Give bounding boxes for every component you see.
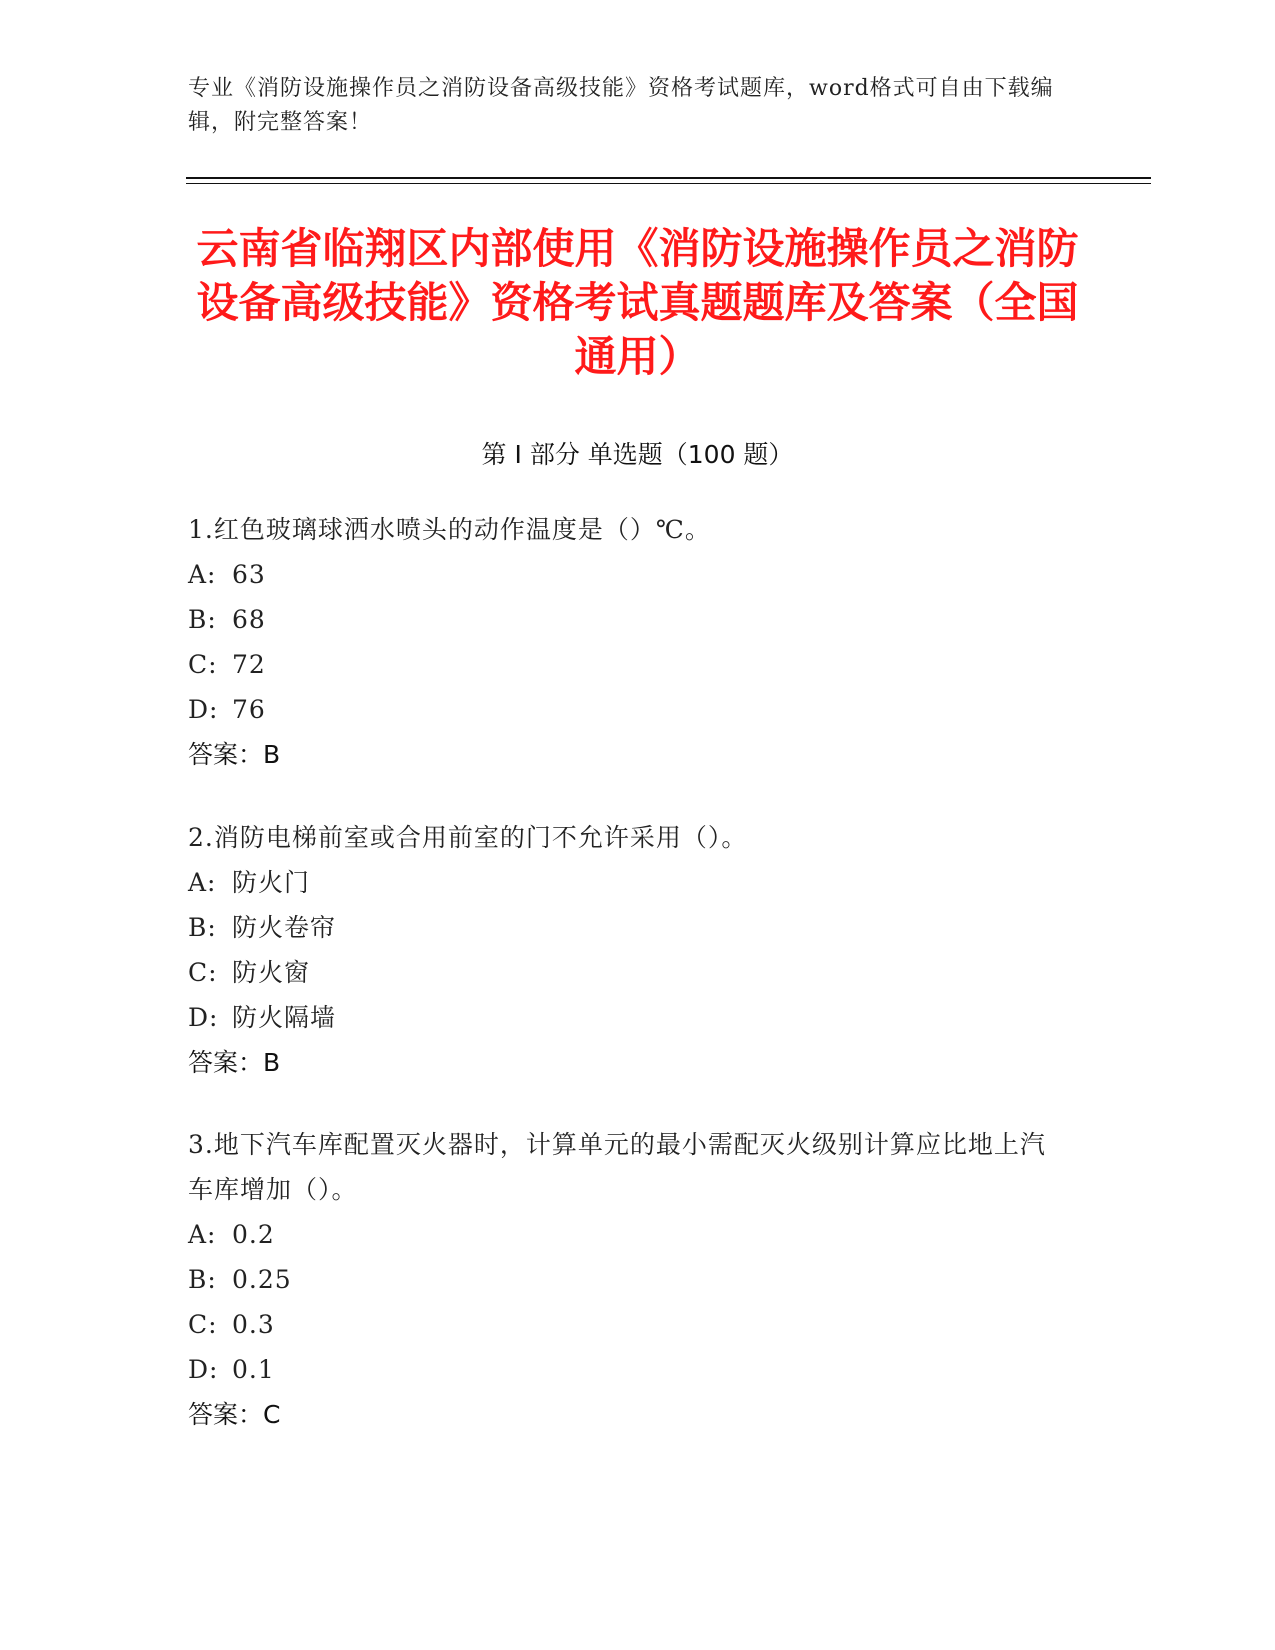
question-stem: 2.消防电梯前室或合用前室的门不允许采用（）。: [188, 823, 748, 852]
option-text: 0.2: [232, 1220, 275, 1249]
question-2: [188, 815, 1068, 1085]
option-text: 防火隔墙: [232, 1003, 337, 1032]
option-text: 0.3: [232, 1310, 275, 1339]
option-key: B:: [188, 605, 217, 634]
option-key: B:: [188, 913, 217, 942]
option-key: C:: [188, 1310, 218, 1339]
option-b: [188, 597, 1068, 642]
option-d: [188, 1347, 1068, 1392]
option-c: [188, 642, 1068, 687]
option-a: [188, 1212, 1068, 1257]
option-d: [188, 687, 1068, 732]
option-key: D:: [188, 1003, 219, 1032]
option-c: [188, 950, 1068, 995]
option-b: [188, 1257, 1068, 1302]
option-text: 72: [232, 650, 266, 679]
option-a: [188, 552, 1068, 597]
option-key: C:: [188, 958, 218, 987]
header-rule-thin: [186, 183, 1151, 184]
answer-line: 答案：B: [188, 1048, 281, 1077]
option-text: 0.1: [232, 1355, 275, 1384]
option-text: 防火卷帘: [232, 913, 337, 942]
option-key: D:: [188, 695, 219, 724]
question-stem: 1.红色玻璃球洒水喷头的动作温度是（）℃。: [188, 515, 711, 544]
option-c: [188, 1302, 1068, 1347]
option-text: 防火门: [232, 868, 311, 897]
answer-line: 答案：C: [188, 1400, 281, 1429]
option-key: D:: [188, 1355, 219, 1384]
option-key: B:: [188, 1265, 217, 1294]
option-key: A:: [188, 1220, 217, 1249]
option-key: A:: [188, 560, 217, 589]
option-text: 防火窗: [232, 958, 311, 987]
option-text: 63: [232, 560, 266, 589]
header-note: 专业《消防设施操作员之消防设备高级技能》资格考试题库，word格式可自由下载编辑，附完整答案！: [188, 76, 1054, 135]
option-text: 68: [232, 605, 266, 634]
option-key: A:: [188, 868, 217, 897]
document-title: 云南省临翔区内部使用《消防设施操作员之消防设备高级技能》资格考试真题题库及答案（全国通用）: [196, 224, 1079, 381]
option-text: 0.25: [232, 1265, 292, 1294]
option-key: C:: [188, 650, 218, 679]
option-d: [188, 995, 1068, 1040]
question-stem: 3.地下汽车库配置灭火器时，计算单元的最小需配灭火级别计算应比地上汽车库增加（）。: [188, 1130, 1046, 1204]
option-text: 76: [232, 695, 266, 724]
option-b: [188, 905, 1068, 950]
section-heading: 第 I 部分 单选题（100 题）: [481, 440, 794, 469]
question-1: [188, 507, 1068, 777]
answer-line: 答案：B: [188, 740, 281, 769]
option-a: [188, 860, 1068, 905]
question-3: [188, 1122, 1068, 1437]
header-rule-thick: [186, 177, 1151, 179]
